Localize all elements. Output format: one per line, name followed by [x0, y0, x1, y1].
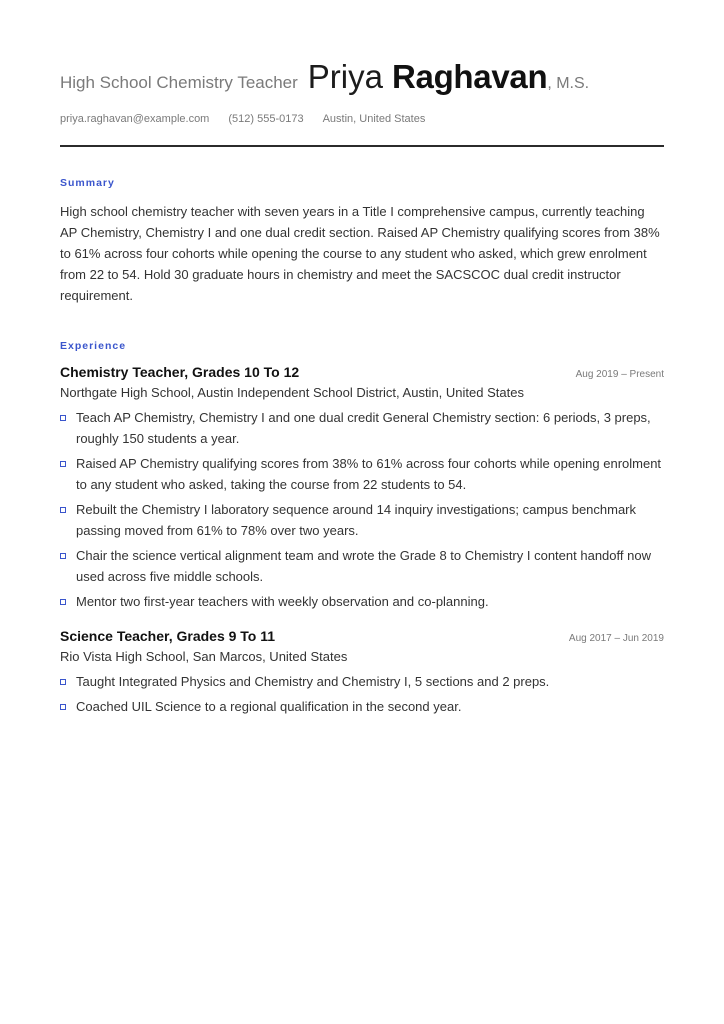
square-bullet-icon: [60, 507, 66, 513]
contact-info: [60, 113, 664, 125]
name-suffix: , M.S.: [547, 75, 590, 92]
job-entry: [60, 364, 664, 612]
list-item: [60, 499, 664, 541]
job-bullets: [60, 407, 664, 612]
bullet-text: Taught Integrated Physics and Chemistry and Chemistry I, 5 sections and 2 preps.: [76, 674, 550, 689]
square-bullet-icon: [60, 415, 66, 421]
job-dates: Aug 2019 – Present: [575, 369, 664, 380]
list-item: [60, 453, 664, 495]
list-item: [60, 671, 664, 692]
last-name: Raghavan: [391, 58, 548, 95]
summary-text: High school chemistry teacher with seven years in a Title I comprehensive campus, currently teaching AP Chemistry, Chemistry I and one dual credit section. Raised AP Chemistry qualifying scores from 38% to 61% across four cohorts while opening the course to any student who asked, which grew enrolment from 22 to 54. Hold 30 graduate hours in chemistry and meet the SACSCOC dual credit instructor requirement.: [60, 204, 660, 303]
experience-heading: Experience: [60, 340, 127, 352]
job-title: High School Chemistry Teacher: [60, 73, 298, 92]
bullet-text: Mentor two first-year teachers with weekly observation and co-planning.: [76, 594, 489, 609]
list-item: [60, 407, 664, 449]
list-item: [60, 545, 664, 587]
summary-heading: Summary: [60, 177, 115, 189]
first-name: Priya: [307, 58, 383, 95]
list-item: [60, 591, 664, 612]
job-organization: Northgate High School, Austin Independent School District, Austin, United States: [60, 385, 524, 400]
square-bullet-icon: [60, 461, 66, 467]
bullet-text: Raised AP Chemistry qualifying scores from 38% to 61% across four cohorts while opening enrolment to any student who asked, taking the course from 22 students to 54.: [76, 456, 662, 492]
square-bullet-icon: [60, 679, 66, 685]
square-bullet-icon: [60, 704, 66, 710]
list-item: [60, 696, 664, 717]
square-bullet-icon: [60, 553, 66, 559]
job-role: Science Teacher, Grades 9 To 11: [60, 628, 276, 644]
contact-location: Austin, United States: [322, 113, 426, 125]
contact-email: priya.raghavan@example.com: [60, 113, 210, 125]
job-dates: Aug 2017 – Jun 2019: [568, 633, 664, 644]
contact-phone: (512) 555-0173: [228, 113, 304, 125]
job-entry: [60, 628, 664, 717]
job-organization: Rio Vista High School, San Marcos, United States: [60, 649, 348, 664]
resume-page: [60, 58, 664, 721]
bullet-text: Chair the science vertical alignment team and wrote the Grade 8 to Chemistry I content handoff now used across five middle schools.: [76, 548, 651, 584]
job-role: Chemistry Teacher, Grades 10 To 12: [60, 364, 300, 380]
job-bullets: [60, 671, 664, 717]
bullet-text: Teach AP Chemistry, Chemistry I and one dual credit General Chemistry section: 6 periods, 3 preps, roughly 150 students a year.: [76, 410, 651, 446]
bullet-text: Rebuilt the Chemistry I laboratory sequence around 14 inquiry investigations; campus benchmark passing moved from 61% to 78% over two years.: [76, 502, 637, 538]
header-divider: [60, 145, 664, 147]
square-bullet-icon: [60, 599, 66, 605]
resume-header: [60, 58, 664, 96]
bullet-text: Coached UIL Science to a regional qualification in the second year.: [76, 699, 462, 714]
